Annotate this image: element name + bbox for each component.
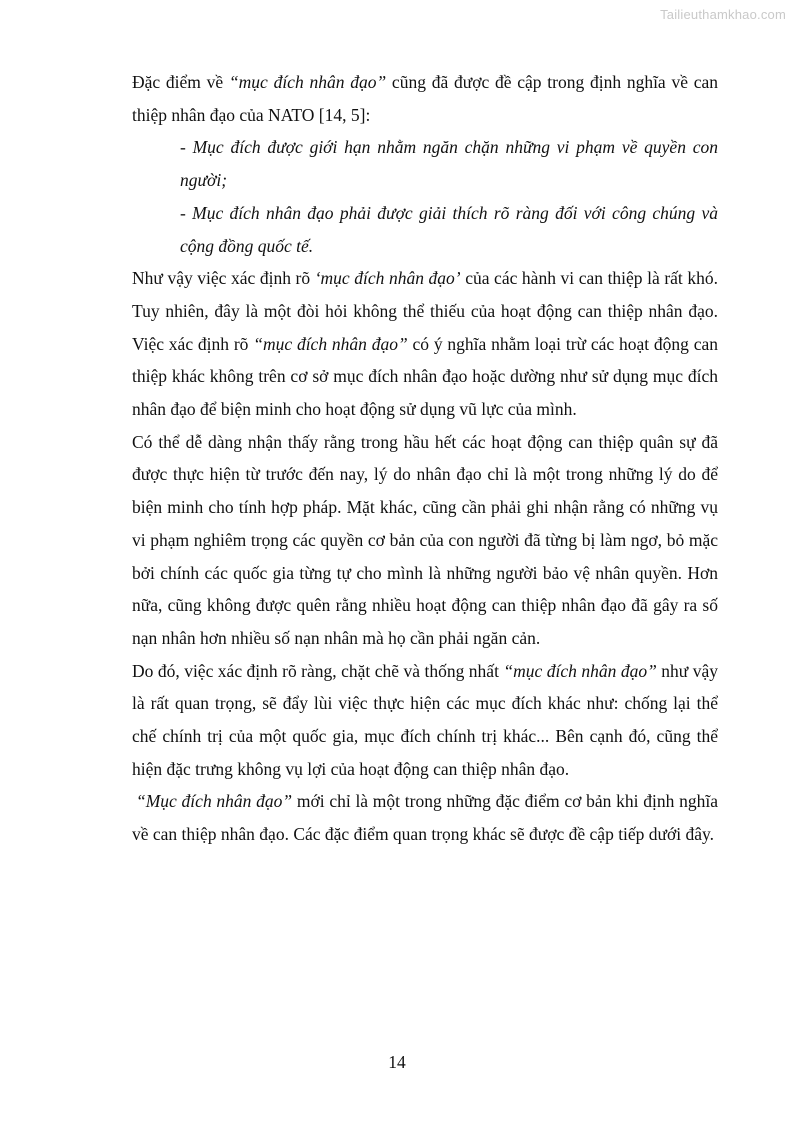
text: Như vậy việc xác định rõ	[132, 268, 315, 289]
quote-item-2: - Mục đích nhân đạo phải được giải thích rõ ràng đối với công chúng và cộng đồng quốc tế.	[180, 202, 718, 256]
text: của các hành vi can thiệp là rất khó. Tuy nhiên, đây là một đòi hỏi không thể thiếu của hoạt động can thiệp nhân đạo. Việc xác định rõ	[132, 268, 718, 354]
paragraph-3: Có thể dễ dàng nhận thấy rằng trong hầu hết các hoạt động can thiệp quân sự đã được thực hiện từ trước đến nay, lý do nhân đạo chỉ là một trong những lý do để biện minh cho tính hợp pháp. Mặt khác, cũng cần phải ghi nhận rằng có những vụ vi phạm nghiêm trọng các quyền cơ bản của con người đã từng bị làm ngơ, bỏ mặc bởi chính các quốc gia từng tự cho mình là những người bảo vệ nhân quyền. Hơn nữa, cũng không được quên rằng nhiều hoạt động can thiệp nhân đạo đã gây ra số nạn nhân hơn nhiều số nạn nhân mà họ cần phải ngăn cản.	[132, 431, 718, 648]
page-number: 14	[388, 1052, 406, 1072]
text: Do đó, việc xác định rõ ràng, chặt chẽ và thống nhất	[132, 660, 504, 681]
emphasis: “mục đích nhân đạo”	[503, 660, 657, 681]
emphasis: “mục đích nhân đạo”	[228, 72, 387, 92]
page-body	[132, 66, 718, 851]
paragraph-1	[132, 66, 718, 131]
paragraph-2	[132, 262, 718, 426]
text: như vậy là rất quan trọng, sẽ đẩy lùi việc thực hiện các mục đích khác như: chống lại thể chế chính trị của một quốc gia, mục đích chính trị khác... Bên cạnh đó, cũng thể hiện đặc trưng không vụ lợi của hoạt động can thiệp nhân đạo.	[132, 660, 718, 779]
text: mới chỉ là một trong những đặc điểm cơ bản khi định nghĩa về can thiệp nhân đạo. Các đặc điểm quan trọng khác sẽ được đề cập tiếp dưới đây.	[132, 791, 718, 845]
emphasis: ‘mục đích nhân đạo’	[314, 268, 461, 289]
paragraph-5	[132, 785, 718, 850]
paragraph-4	[132, 655, 718, 786]
text: cũng đã được đề cập trong định nghĩa về can thiệp nhân đạo của NATO [14, 5]:	[132, 72, 719, 125]
emphasis: “mục đích nhân đạo”	[253, 333, 408, 354]
quote-item-1: - Mục đích được giới hạn nhằm ngăn chặn những vi phạm về quyền con người;	[180, 137, 718, 191]
text: có ý nghĩa nhằm loại trừ các hoạt động can thiệp khác không trên cơ sở mục đích nhân đạo hoặc dường như sử dụng mục đích nhân đạo để biện minh cho hoạt động sử dụng vũ lực của mình.	[132, 333, 718, 420]
emphasis: “Mục đích nhân đạo”	[136, 791, 293, 812]
watermark: Tailieuthamkhao.com	[660, 7, 786, 22]
text: Đặc điểm về	[132, 72, 229, 92]
